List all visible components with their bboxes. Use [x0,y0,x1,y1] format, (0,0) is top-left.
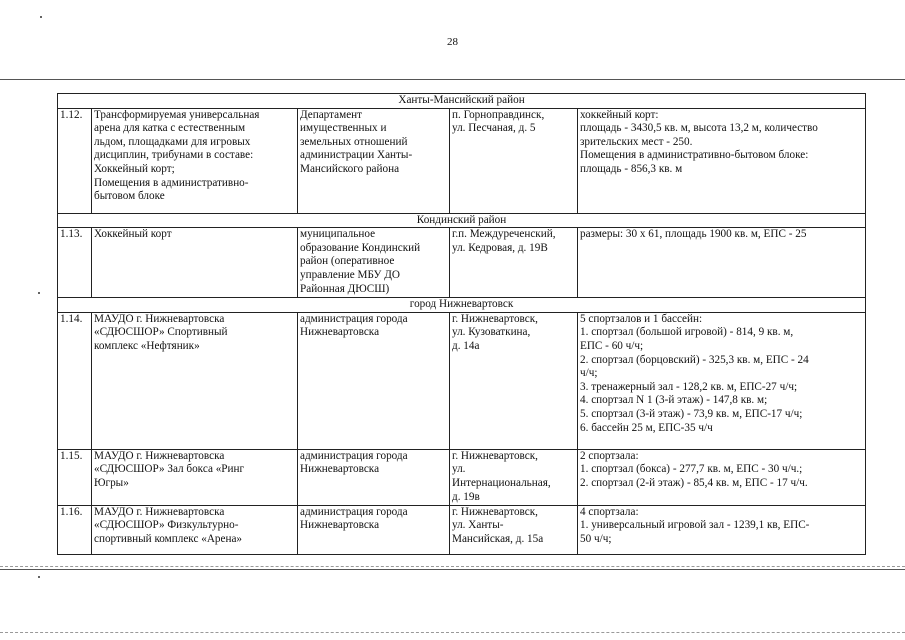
table-row [58,505,866,554]
section-title: Ханты-Мансийский район [58,94,866,109]
facility-address: г.п. Междуреченский, ул. Кедровая, д. 19В [450,228,578,298]
facility-name: МАУДО г. Нижневартовска «СДЮСШОР» Физкультурно- спортивный комплекс «Арена» [92,505,298,554]
table-row [58,312,866,449]
facility-name: МАУДО г. Нижневартовска «СДЮСШОР» Зал бокса «Ринг Югры» [92,449,298,505]
facility-owner: муниципальное образование Кондинский район (оперативное управление МБУ ДО Районная ДЮСШ) [298,228,450,298]
scan-speck [40,16,42,18]
facility-owner: администрация города Нижневартовска [298,312,450,449]
item-number: 1.14. [58,312,92,449]
section-title: город Нижневартовск [58,298,866,313]
scan-speck [38,576,40,578]
item-number: 1.15. [58,449,92,505]
scan-speck [38,292,40,294]
item-number: 1.16. [58,505,92,554]
footer-rule-dashed [0,566,905,567]
facility-name: МАУДО г. Нижневартовска «СДЮСШОР» Спортивный комплекс «Нефтяник» [92,312,298,449]
page-number: 28 [447,36,458,48]
bottom-edge-rule [0,632,905,633]
section-row [58,298,866,313]
item-number: 1.12. [58,108,92,213]
facility-address: г. Нижневартовск, ул. Интернациональная, д. 19в [450,449,578,505]
facility-specs: размеры: 30 х 61, площадь 1900 кв. м, ЕПС - 25 [578,228,866,298]
table-row [58,449,866,505]
facility-owner: администрация города Нижневартовска [298,505,450,554]
header-rule [0,79,905,80]
facility-address: г. Нижневартовск, ул. Ханты- Мансийская, д. 15а [450,505,578,554]
table-row [58,108,866,213]
facility-specs: 2 спортзала: 1. спортзал (бокса) - 277,7 кв. м, ЕПС - 30 ч/ч.; 2. спортзал (2-й этаж) - 85,4 кв. м, ЕПС - 17 ч/ч. [578,449,866,505]
table-row [58,228,866,298]
facility-specs: 4 спортзала: 1. универсальный игровой зал - 1239,1 кв, ЕПС- 50 ч/ч; [578,505,866,554]
table-body [58,94,866,555]
footer-rule [0,569,905,570]
facility-name: Хоккейный корт [92,228,298,298]
facility-owner: администрация города Нижневартовска [298,449,450,505]
facility-address: п. Горноправдинск, ул. Песчаная, д. 5 [450,108,578,213]
facility-address: г. Нижневартовск, ул. Кузоваткина, д. 14а [450,312,578,449]
facility-owner: Департамент имущественных и земельных отношений администрации Ханты- Мансийского района [298,108,450,213]
facility-specs: 5 спортзалов и 1 бассейн: 1. спортзал (большой игровой) - 814, 9 кв. м, ЕПС - 60 ч/ч; 2. спортзал (борцовский) - 325,3 кв. м, ЕПС - 24 ч/ч; 3. тренажерный зал - 128,2 кв. м, ЕПС-27 ч/ч; 4. спортзал N 1 (3-й этаж) - 147,8 кв. м; 5. спортзал (3-й этаж) - 73,9 кв. м, ЕПС-17 ч/ч; 6. бассейн 25 м, ЕПС-35 ч/ч [578,312,866,449]
sports-facilities-table [57,93,866,555]
section-row [58,213,866,228]
item-number: 1.13. [58,228,92,298]
facility-name: Трансформируемая универсальная арена для катка с естественным льдом, площадками для игровых дисциплин, трибунами в составе: Хоккейный корт; Помещения в административно- бытовом блоке [92,108,298,213]
section-row [58,94,866,109]
facility-specs: хоккейный корт: площадь - 3430,5 кв. м, высота 13,2 м, количество зрительских мест - 250. Помещения в административно-бытовом блоке: площадь - 856,3 кв. м [578,108,866,213]
section-title: Кондинский район [58,213,866,228]
